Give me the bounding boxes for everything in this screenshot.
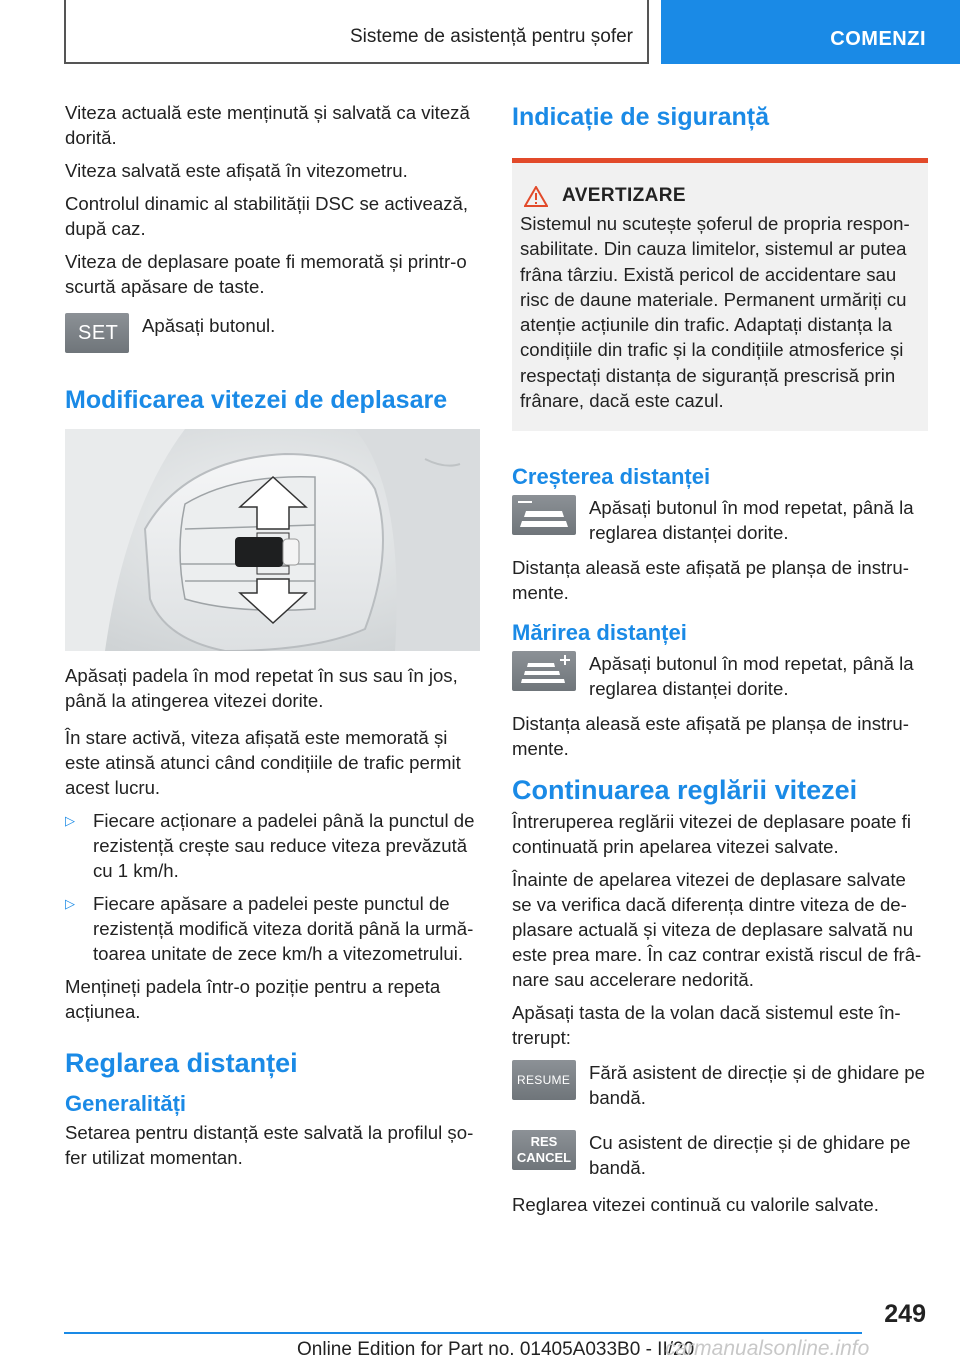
paragraph: Viteza actuală este menținută și salvată ca viteză dorită. [65,102,470,148]
set-button-row [65,313,480,353]
footer-divider [64,1332,862,1334]
warning-text: Sistemul nu scutește șoferul de propria respon-sabilitate. Din cauza limitelor, sistemul ar putea frâna târziu. Există pericol de accidentare sau risc de daune materiale. Permanent urmăriți cu atenție acțiunile din trafic. Adaptați distanța la condițiile din trafic și la condițiile atmosferice și respectați distanța de siguranță prescrisă prin frânare, dacă este cazul. [520,213,910,412]
rescancel-button-row [512,1130,928,1180]
header-chapter-label: COMENZI [830,28,926,50]
paragraph: Apăsați tasta de la volan dacă sistemul este în-trerupt: [512,1002,901,1049]
heading-distance: Reglarea distanței [65,1048,298,1078]
paragraph: Mențineți padela într-o poziție pentru a repeta acțiunea. [65,976,441,1022]
distance-plus-icon [512,651,576,691]
distance-minus-icon [512,495,576,535]
heading-safety: Indicație de siguranță [512,103,770,131]
raise-distance-row [512,651,928,701]
footer-edition: Online Edition for Part no. 01405A033B0 - II/20 [297,1339,695,1360]
header-section-box [64,0,649,64]
res-cancel-button-icon: RES CANCEL [512,1130,576,1170]
bullet-triangle-icon: ▷ [65,896,75,911]
heading-general: Generalități [65,1091,187,1116]
set-button-text: Apăsați butonul. [142,315,276,336]
paragraph: Reglarea vitezei continuă cu valorile salvate. [512,1194,879,1216]
resume-button-text: Fără asistent de direcție și de ghidare pe bandă. [589,1062,925,1109]
header-section-title: Sisteme de asistență pentru șofer [349,26,633,47]
paragraph: Apăsați padela în mod repetat în sus sau în jos, până la atingerea vitezei dorite. [65,665,458,711]
heading-continue-speed: Continuarea reglării vitezei [512,775,858,806]
rescancel-button-text: Cu asistent de direcție și de ghidare pe bandă. [589,1132,911,1179]
paragraph: Controlul dinamic al stabilității DSC se activează, după caz. [65,193,469,239]
heading-increase-distance: Creșterea distanței [512,464,711,490]
bullet-triangle-icon: ▷ [65,813,75,828]
right-column [512,102,928,1225]
paragraph: Distanța aleasă este afișată pe planșa de instru-mente. [512,557,909,604]
paragraph: Viteza de deplasare poate fi memorată și printr-o scurtă apăsare de taste. [65,251,467,297]
paragraph: Setarea pentru distanță este salvată la profilul șo-fer utilizat momentan. [65,1122,474,1168]
increase-distance-text: Apăsați butonul în mod repetat, până la reglarea distanței dorite. [589,497,914,544]
resume-button-row [512,1060,928,1110]
paragraph: Întreruperea reglării vitezei de deplasare poate fi continuată prin apelarea vitezei salvate. [512,811,911,858]
left-column [65,100,480,1178]
warning-title: AVERTIZARE [520,185,920,207]
paragraph: Distanța aleasă este afișată pe planșa de instru-mente. [512,713,909,760]
header-chapter-tab [661,0,960,64]
warning-triangle-icon [524,186,548,207]
heading-modify-speed: Modificarea vitezei de deplasare [65,386,448,414]
bullet-item: ▷ Fiecare apăsare a padelei peste punctul de rezistență modifică viteza dorită până la urmă-toarea unitate de zece km/h a vitezometrului. [65,893,474,964]
set-button-icon: SET [65,313,129,353]
footer-watermark: carmanualsonline.info [665,1337,870,1360]
paragraph: Înainte de apelarea vitezei de deplasare salvate se va verifica dacă diferența dintre viteza de de-plasare actuală și viteza de deplasare salvată nu este prea mare. În caz contrar există riscul de frâ-nare sau accelerare nedorită. [512,869,922,991]
heading-raise-distance: Mărirea distanței [512,620,687,646]
page-number: 249 [884,1300,926,1328]
steering-wheel-image [65,429,480,651]
raise-distance-text: Apăsați butonul în mod repetat, până la reglarea distanței dorite. [589,653,914,700]
increase-distance-row [512,495,928,545]
resume-button-icon: RESUME [512,1060,576,1100]
steering-wheel-illustration [65,429,480,651]
warning-box [512,158,928,431]
paragraph: În stare activă, viteza afișată este memorată și este atinsă atunci când condițiile de trafic permit acest lucru. [65,727,461,798]
paragraph: Viteza salvată este afișată în vitezometru. [65,160,408,181]
bullet-item: ▷ Fiecare acționare a padelei până la punctul de rezistență crește sau reduce viteza prevăzută cu 1 km/h. [65,810,475,881]
